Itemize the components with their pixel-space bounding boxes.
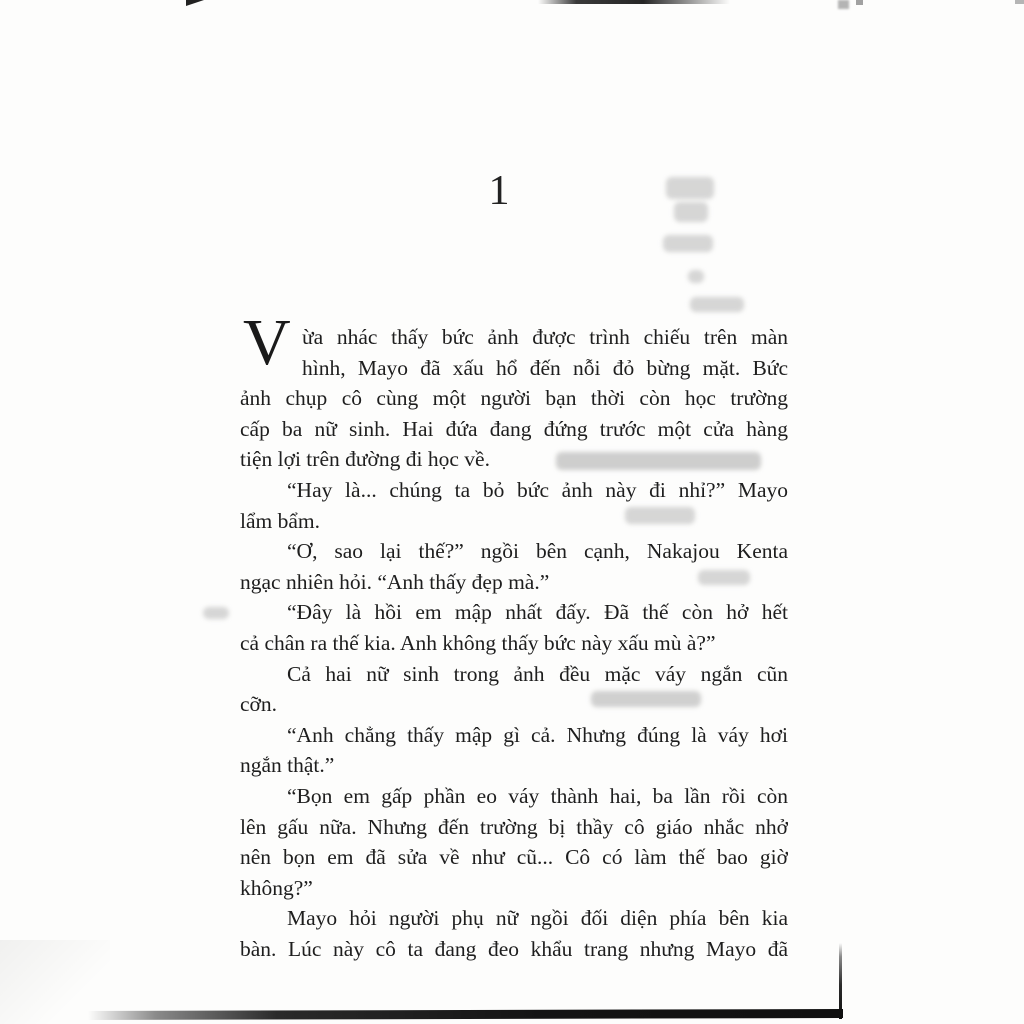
body-line: “Bọn em gấp phần eo váy thành hai, ba lần rồi còn xyxy=(287,783,788,808)
body-line: ngạc nhiên hỏi. “Anh thấy đẹp mà.” xyxy=(240,569,550,594)
page-edge-line xyxy=(839,943,842,1019)
paragraph xyxy=(240,903,788,964)
body-line: ừa nhác thấy bức ảnh được trình chiếu trên màn xyxy=(302,325,788,349)
body-line: cỡn. xyxy=(240,692,278,717)
bleed-through-smudge xyxy=(663,235,713,252)
body-line: “Hay là... chúng ta bỏ bức ảnh này đi nhỉ?” Mayo xyxy=(287,477,788,502)
scan-artifact-top-mark xyxy=(856,0,863,5)
body-line: tiện lợi trên đường đi học về. xyxy=(240,447,490,472)
paragraph xyxy=(240,597,788,658)
body-line: “Đây là hồi em mập nhất đấy. Đã thế còn hở hết xyxy=(287,600,788,625)
body-line: Mayo hỏi người phụ nữ ngồi đối diện phía bên kia xyxy=(287,906,788,931)
body-line: ảnh chụp cô cùng một người bạn thời còn học trường xyxy=(240,386,788,411)
body-line: nên bọn em đã sửa về như cũ... Cô có làm thế bao giờ xyxy=(240,845,788,870)
body-line: cấp ba nữ sinh. Hai đứa đang đứng trước một cửa hàng xyxy=(240,416,788,441)
body-line: “Ơ, sao lại thế?” ngồi bên cạnh, Nakajou Kenta xyxy=(287,539,788,564)
scan-artifact-top-streak xyxy=(538,0,730,4)
body-line: lên gấu nữa. Nhưng đến trường bị thầy cô giáo nhắc nhở xyxy=(240,814,788,839)
paragraph xyxy=(240,720,788,781)
paragraph xyxy=(240,475,788,536)
scan-artifact-bottom-bar xyxy=(88,1009,843,1020)
text-block xyxy=(240,306,788,964)
bleed-through-smudge xyxy=(688,270,704,283)
paragraph xyxy=(240,781,788,903)
scan-artifact-top-mark xyxy=(838,0,849,9)
scan-artifact-top-wedge xyxy=(186,0,204,6)
body-line: lẩm bẩm. xyxy=(240,508,321,533)
body-line: ngắn thật.” xyxy=(240,753,335,778)
body-line: hình, Mayo đã xấu hổ đến nỗi đỏ bừng mặt. Bức xyxy=(302,355,788,380)
paragraph xyxy=(240,659,788,720)
body-line: Cả hai nữ sinh trong ảnh đều mặc váy ngắn cũn xyxy=(287,661,788,686)
paragraph xyxy=(240,306,788,475)
body-line: bàn. Lúc này cô ta đang đeo khẩu trang nhưng Mayo đã xyxy=(240,936,788,961)
scan-artifact-corner-mark xyxy=(1015,0,1024,4)
body-line: không?” xyxy=(240,875,313,900)
bleed-through-smudge xyxy=(666,177,714,199)
bleed-through-smudge xyxy=(203,607,229,619)
bleed-through-smudge xyxy=(674,202,708,222)
bleed-through-smudge xyxy=(690,297,744,312)
drop-cap: V xyxy=(243,306,291,379)
body-line: cả chân ra thế kia. Anh không thấy bức này xấu mù à?” xyxy=(240,630,716,655)
paragraph xyxy=(240,536,788,597)
body-line: “Anh chẳng thấy mập gì cả. Nhưng đúng là váy hơi xyxy=(287,722,788,747)
chapter-number: 1 xyxy=(488,168,510,214)
